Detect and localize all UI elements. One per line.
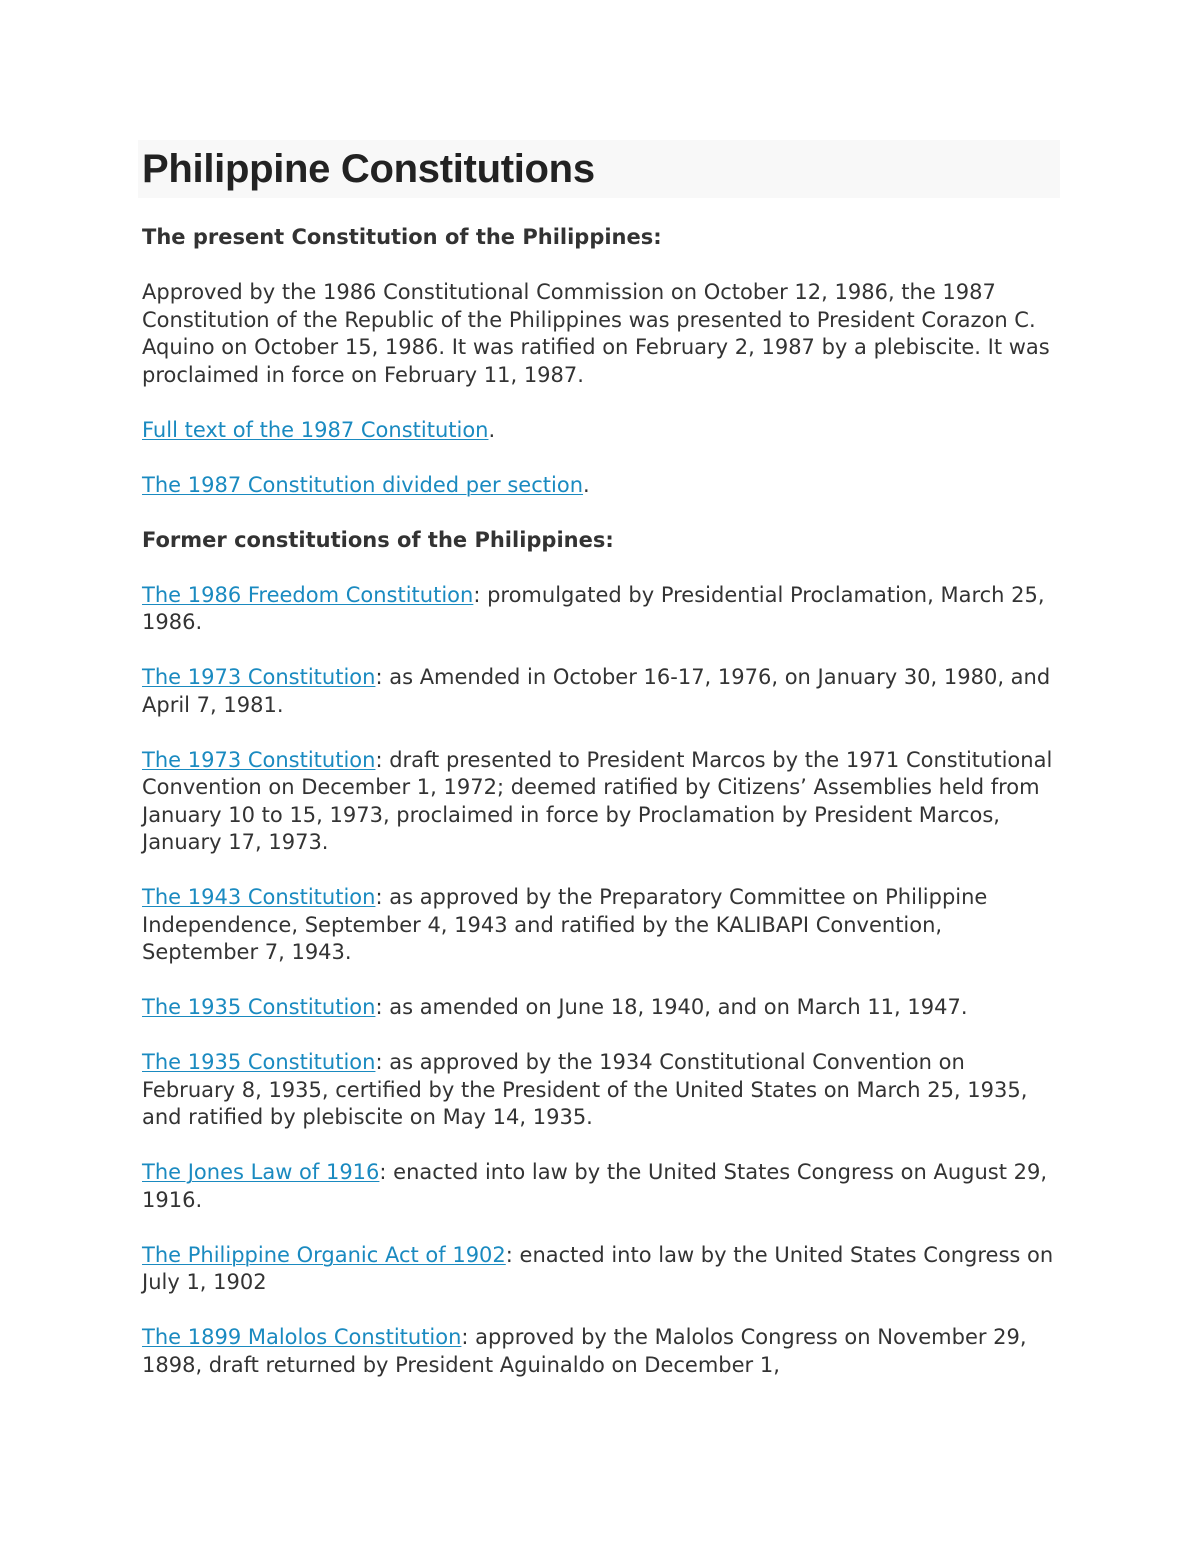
former-entry-text: : as approved by the 1934 Constitutional Convention on February 8, 1935, certified by the President of the United States on March 25, 1935, and ratified by plebiscite on May 14, 1935. bbox=[142, 1050, 1028, 1129]
present-constitution-heading: The present Constitution of the Philippines: bbox=[142, 225, 662, 249]
former-entry bbox=[142, 1242, 1060, 1297]
former-entry-text: : enacted into law by the United States Congress on July 1, 1902 bbox=[142, 1242, 1054, 1294]
former-entry-text: : approved by the Malolos Congress on November 29, 1898, draft returned by President Aguinaldo on December 1, bbox=[142, 1325, 1027, 1377]
former-entry-link[interactable]: The Philippine Organic Act of 1902 bbox=[142, 1242, 506, 1267]
former-entry-link[interactable]: The 1973 Constitution bbox=[142, 665, 376, 689]
former-entry-link[interactable]: The 1943 Constitution bbox=[142, 885, 376, 909]
former-entry bbox=[142, 664, 1060, 719]
former-constitutions-heading: Former constitutions of the Philippines: bbox=[142, 527, 614, 552]
present-constitution-paragraph: Approved by the 1986 Constitutional Commission on October 12, 1986, the 1987 Constitution of the Republic of the Philippines was presented to President Corazon C. Aquino on October 15, 1986. It was ratified on February 2, 1987 by a plebiscite. It was proclaimed in force on February 11, 1987. bbox=[142, 280, 1050, 387]
former-entry-link[interactable]: The 1935 Constitution bbox=[142, 995, 376, 1019]
former-entry-link[interactable]: The Jones Law of 1916 bbox=[142, 1160, 380, 1184]
former-entry-link[interactable]: The 1973 Constitution bbox=[142, 747, 376, 772]
per-section-line bbox=[142, 472, 1060, 500]
document-page bbox=[142, 140, 1060, 1379]
former-entry-link[interactable]: The 1935 Constitution bbox=[142, 1050, 376, 1074]
former-entry-link[interactable]: The 1986 Freedom Constitution bbox=[142, 582, 474, 607]
former-entry-text: : draft presented to President Marcos by the 1971 Constitutional Convention on December 1, 1972; deemed ratified by Citizens’ Assemblies held from January 10 to 15, 1973, proclaimed in force by Proclamation by President Marcos, January 17, 1973. bbox=[142, 747, 1053, 854]
full-text-suffix: . bbox=[488, 417, 496, 442]
former-entry-text: : enacted into law by the United States Congress on August 29, 1916. bbox=[142, 1160, 1048, 1212]
full-text-link[interactable]: Full text of the 1987 Constitution bbox=[142, 417, 489, 442]
former-entry-text: : as amended on June 18, 1940, and on March 11, 1947. bbox=[375, 995, 968, 1019]
former-entry-text: : promulgated by Presidential Proclamation, March 25, 1986. bbox=[142, 582, 1045, 634]
per-section-link[interactable]: The 1987 Constitution divided per section bbox=[142, 472, 583, 497]
former-entry bbox=[142, 994, 1060, 1022]
former-entry bbox=[142, 1049, 1060, 1132]
former-entry bbox=[142, 1324, 1060, 1379]
former-entry-text: : as Amended in October 16-17, 1976, on January 30, 1980, and April 7, 1981. bbox=[142, 665, 1051, 717]
full-text-line bbox=[142, 417, 1060, 445]
former-entry bbox=[142, 747, 1060, 857]
former-entry-link[interactable]: The 1899 Malolos Constitution bbox=[142, 1325, 462, 1349]
page-title: Philippine Constitutions bbox=[142, 147, 595, 191]
former-entry bbox=[142, 884, 1060, 967]
per-section-suffix: . bbox=[583, 472, 590, 497]
former-entry bbox=[142, 582, 1060, 637]
former-entry-text: : as approved by the Preparatory Committee on Philippine Independence, September 4, 1943 and ratified by the KALIBAPI Convention, September 7, 1943. bbox=[142, 885, 988, 964]
title-band bbox=[138, 140, 1060, 198]
former-entry bbox=[142, 1159, 1060, 1214]
